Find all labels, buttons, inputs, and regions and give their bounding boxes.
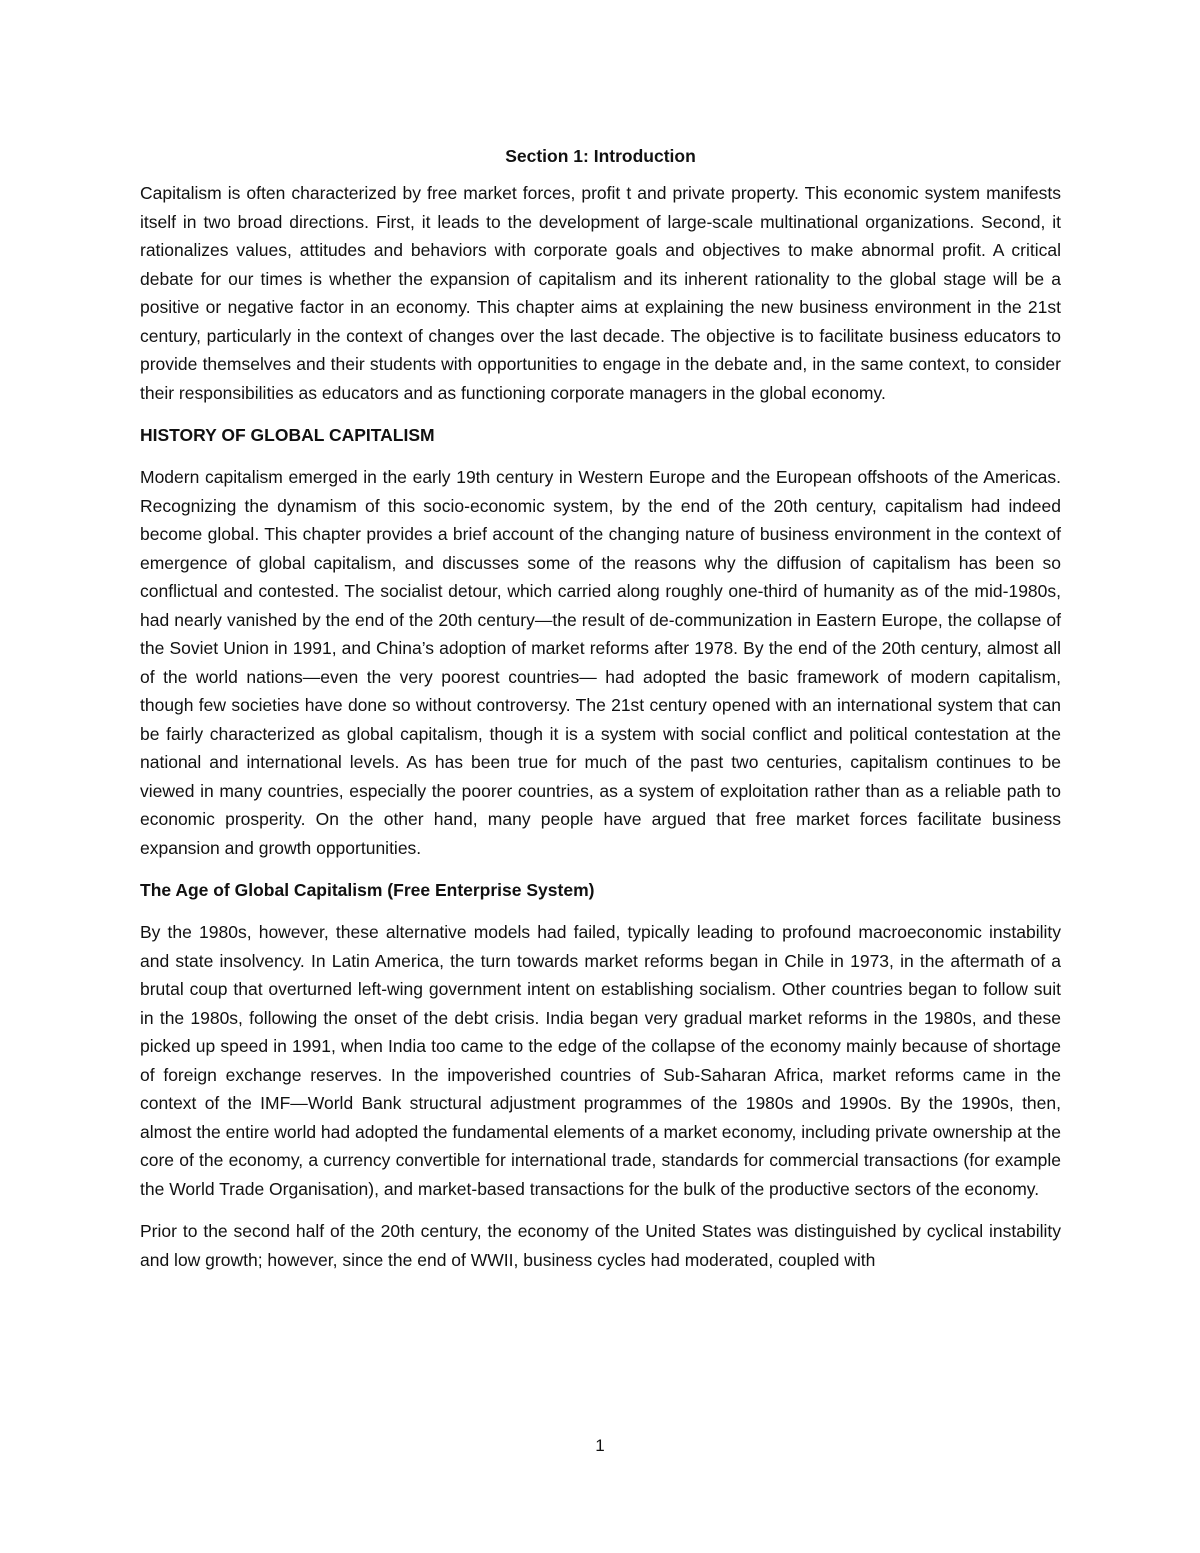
section-title: Section 1: Introduction (505, 146, 696, 166)
page-number: 1 (595, 1436, 605, 1455)
page-content (140, 142, 1061, 1288)
heading-history-of-global-capitalism: HISTORY OF GLOBAL CAPITALISM (140, 425, 435, 445)
history-paragraph: Modern capitalism emerged in the early 19th century in Western Europe and the European offshoots of the Americas. Recognizing the dynamism of this socio-economic system, by the end of the 20th century, capitalism had indeed become global. This chapter provides a brief account of the changing nature of business environment in the context of emergence of global capitalism, and discusses some of the reasons why the diffusion of capitalism has been so conflictual and contested. The socialist detour, which carried along roughly one-third of humanity as of the mid-1980s, had nearly vanished by the end of the 20th century—the result of de-communization in Eastern Europe, the collapse of the Soviet Union in 1991, and China’s adoption of market reforms after 1978. By the end of the 20th century, almost all of the world nations—even the very poorest countries— had adopted the basic framework of modern capitalism, though few societies have done so without controversy. The 21st century opened with an international system that can be fairly characterized as global capitalism, though it is a system with social conflict and political contestation at the national and international levels. As has been true for much of the past two centuries, capitalism continues to be viewed in many countries, especially the poorer countries, as a system of exploitation rather than as a reliable path to economic prosperity. On the other hand, many people have argued that free market forces facilitate business expansion and growth opportunities. (140, 467, 1061, 858)
prior-paragraph: Prior to the second half of the 20th century, the economy of the United States was distinguished by cyclical instability and low growth; however, since the end of WWII, business cycles had moderated, coupled with (140, 1221, 1061, 1270)
heading-age-of-global-capitalism: The Age of Global Capitalism (Free Enterprise System) (140, 880, 595, 900)
age-paragraph: By the 1980s, however, these alternative models had failed, typically leading to profound macroeconomic instability and state insolvency. In Latin America, the turn towards market reforms began in Chile in 1973, in the aftermath of a brutal coup that overturned left-wing government intent on establishing socialism. Other countries began to follow suit in the 1980s, following the onset of the debt crisis. India began very gradual market reforms in the 1980s, and these picked up speed in 1991, when India too came to the edge of the collapse of the economy mainly because of shortage of foreign exchange reserves. In the impoverished countries of Sub-Saharan Africa, market reforms came in the context of the IMF—World Bank structural adjustment programmes of the 1980s and 1990s. By the 1990s, then, almost the entire world had adopted the fundamental elements of a market economy, including private ownership at the core of the economy, a currency convertible for international trade, standards for commercial transactions (for example the World Trade Organisation), and market-based transactions for the bulk of the productive sectors of the economy. (140, 922, 1061, 1199)
intro-paragraph: Capitalism is often characterized by free market forces, profit t and private property. This economic system manifests itself in two broad directions. First, it leads to the development of large-scale multinational organizations. Second, it rationalizes values, attitudes and behaviors with corporate goals and objectives to make abnormal profit. A critical debate for our times is whether the expansion of capitalism and its inherent rationality to the global stage will be a positive or negative factor in an economy. This chapter aims at explaining the new business environment in the 21st century, particularly in the context of changes over the last decade. The objective is to facilitate business educators to provide themselves and their students with opportunities to engage in the debate and, in the same context, to consider their responsibilities as educators and as functioning corporate managers in the global economy. (140, 183, 1061, 403)
